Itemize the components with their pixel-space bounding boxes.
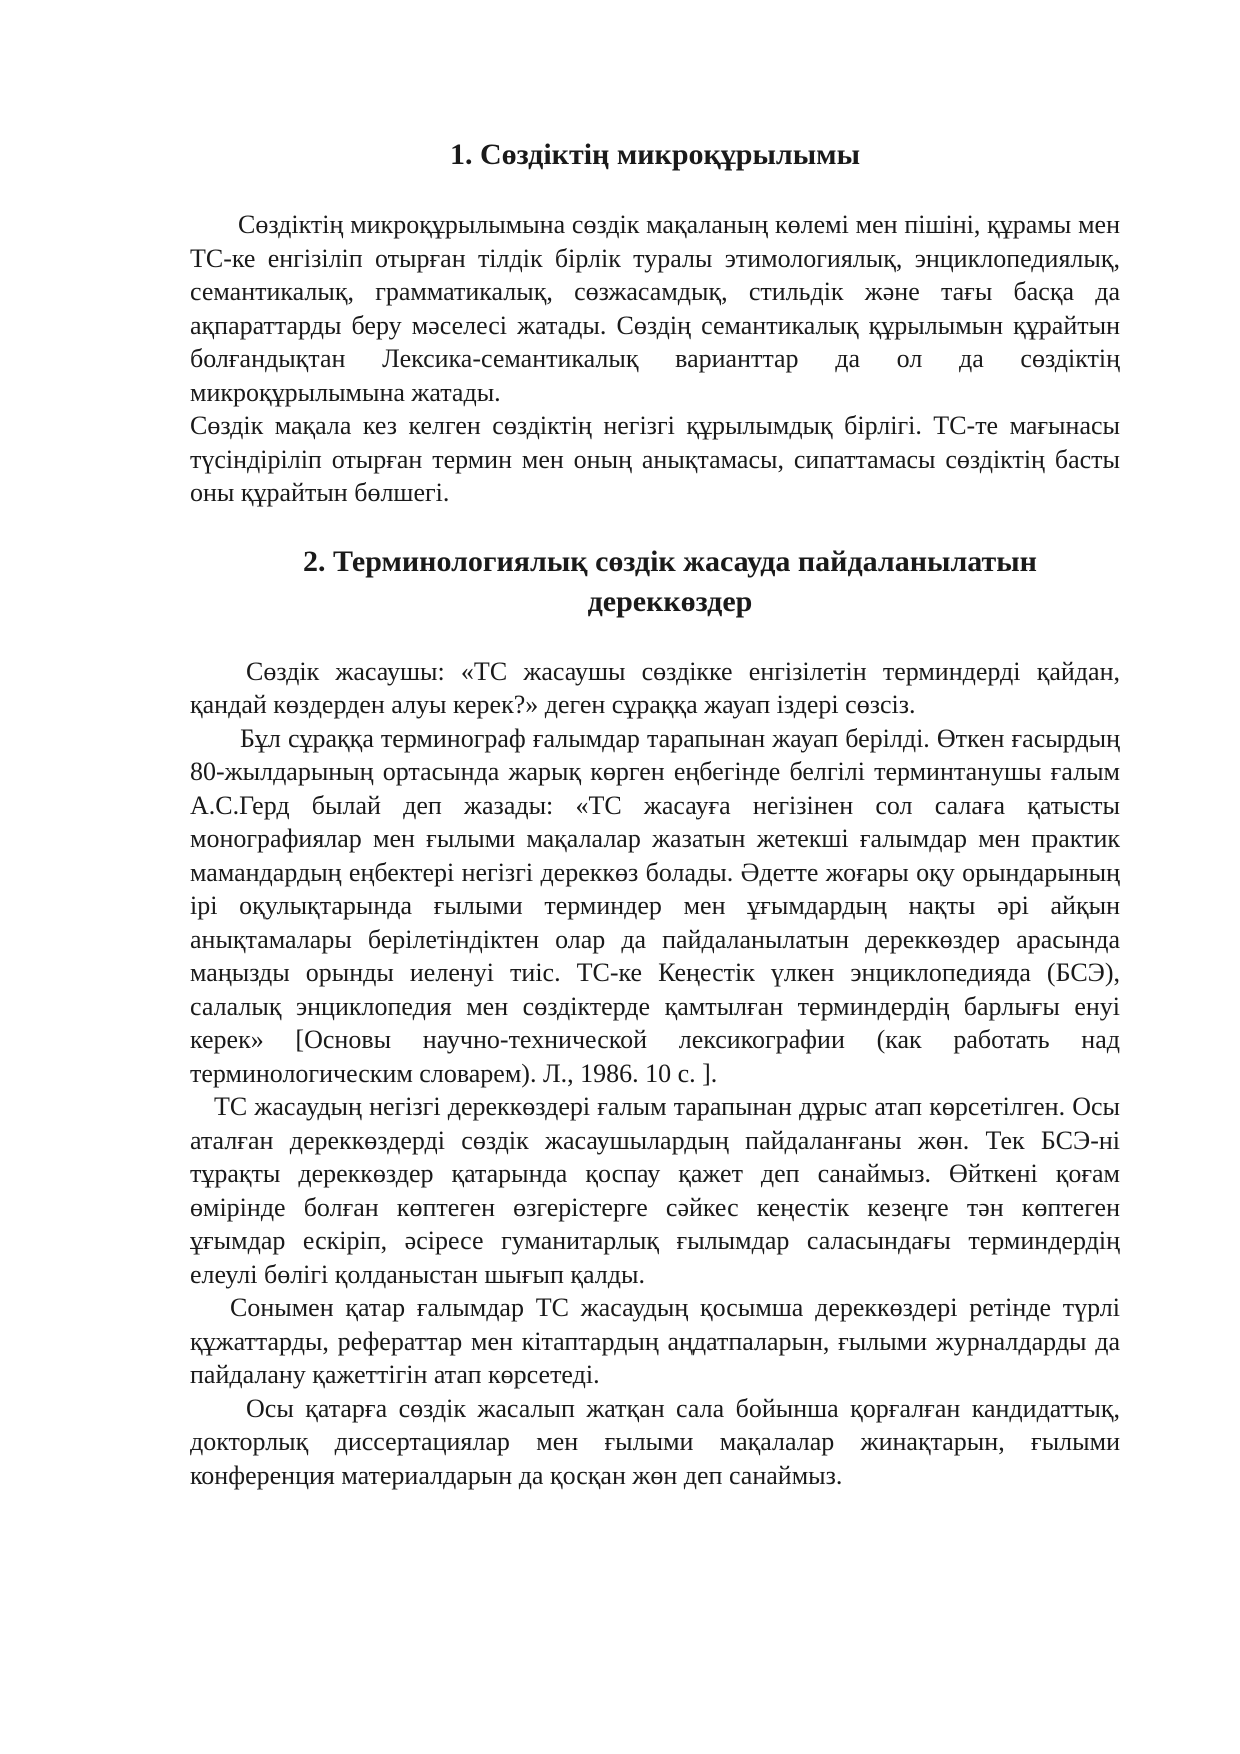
section-2-paragraph-2: Бұл сұраққа терминограф ғалымдар тарапынан жауап берілді. Өткен ғасырдың 80-жылдарының ортасында жарық көрген еңбегінде белгілі терминтанушы ғалым А.С.Герд былай деп жазады: «ТС жасауға негізінен сол салаға қатысты монографиялар мен ғылыми мақалалар жазатын жетекші ғалымдар мен практик мамандардың еңбектері негізгі дереккөз болады. Әдетте жоғары оқу орындарының ірі оқулықтарында ғылыми терминдер мен ұғымдардың нақты әрі айқын анықтамалары берілетіндіктен олар да пайдаланылатын дереккөздер арасында маңызды орынды иеленуі тиіс. ТС-ке Кеңестік үлкен энциклопедияда (БСЭ), салалық энциклопедия мен сөздіктерде қамтылған терминдердің барлығы енуі керек» [Основы научно-технической лексикографии (как работать над терминологическим словарем). Л., 1986. 10 с. ].: [190, 723, 1120, 1088]
section-2-paragraph-4: Сонымен қатар ғалымдар ТС жасаудың қосымша дереккөздері ретінде түрлі құжаттарды, рефераттар мен кітаптардың аңдатпаларын, ғылыми журналдарды да пайдалану қажеттігін атап көрсетеді.: [190, 1293, 1120, 1389]
section-2-paragraph-3: ТС жасаудың негізгі дереккөздері ғалым тарапынан дұрыс атап көрсетілген. Осы аталған дереккөздерді сөздік жасаушылардың пайдаланғаны жөн. Тек БСЭ-ні тұрақты дереккөздер қатарында қоспау қажет деп санаймыз. Өйткені қоғам өмірінде болған көптеген өзгерістерге сәйкес кеңестік кезеңге тән көптеген ұғымдар ескіріп, әсіресе гуманитарлық ғылымдар саласындағы терминдердің елеулі бөлігі қолданыстан шығып қалды.: [190, 1092, 1120, 1289]
section-2-title: 2. Терминологиялық сөздік жасауда пайдаланылатын дереккөздер: [303, 544, 1037, 618]
section-1-paragraph-2: Сөздік мақала кез келген сөздіктің негізгі құрылымдық бірлігі. ТС-те мағынасы түсіндіріліп отырған термин мен оның анықтамасы, сипаттамасы сөздіктің басты оны құрайтын бөлшегі.: [190, 411, 1120, 507]
document-page: [190, 135, 1120, 1492]
section-1-paragraph-1: Сөздіктің микроқұрылымына сөздік мақаланың көлемі мен пішіні, құрамы мен ТС-ке енгізіліп отырған тілдік бірлік туралы этимологиялық, энциклопедиялық, семантикалық, грамматикалық, сөзжасамдық, стильдік және тағы басқа да ақпараттарды беру мәселесі жатады. Сөздің семантикалық құрылымын құрайтын болғандықтан Лексика-семантикалық варианттар да ол да сөздіктің микроқұрылымына жатады.: [190, 210, 1120, 407]
section-2-paragraph-5: Осы қатарға сөздік жасалып жатқан сала бойынша қорғалған кандидаттық, докторлық диссертациялар мен ғылыми мақалалар жинақтарын, ғылыми конференция материалдарын да қосқан жөн деп санаймыз.: [190, 1393, 1120, 1490]
section-2-paragraph-1: Сөздік жасаушы: «ТС жасаушы сөздікке енгізілетін терминдерді қайдан, қандай көздерден алуы керек?» деген сұраққа жауап іздері сөзсіз.: [190, 656, 1120, 719]
section-1-title: 1. Сөздіктің микроқұрылымы: [449, 138, 861, 171]
